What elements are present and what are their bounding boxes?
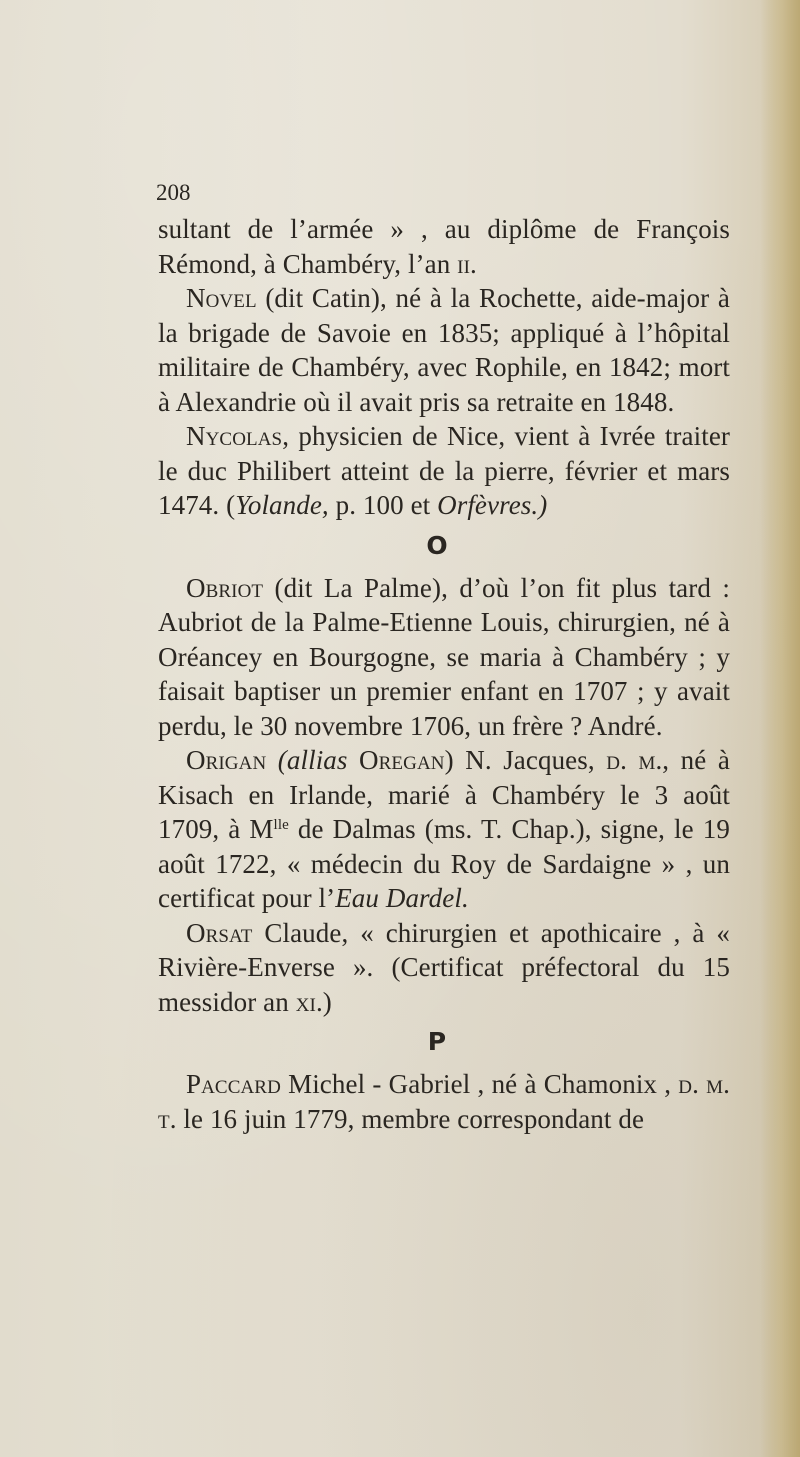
- entry-title-sup: lle: [273, 817, 289, 833]
- entry-text: Michel - Gabriel , né à Chamonix ,: [280, 1069, 679, 1099]
- entry-name: Obriot: [186, 572, 264, 603]
- entry-alias-open: (: [277, 745, 287, 775]
- page-text: [158, 178, 730, 1136]
- entry-text: , né à Kisach en Irlande, marié à Chambéry le 3 août 1709, à M: [158, 745, 730, 844]
- entry-text: p. 100 et: [328, 490, 438, 520]
- entry-name: Paccard: [186, 1069, 281, 1099]
- page-edge-shading: [760, 0, 800, 1457]
- entry-text: Claude, « chirurgien et apothicaire , à « Rivière-Enverse ». (Certificat préfectoral du 15 messidor an: [158, 917, 730, 1017]
- entry-text: , physicien de Nice, vient à Ivrée traiter le duc Philibert atteint de la pierre, février et mars 1474. (: [158, 421, 730, 520]
- entry-reference: Orfèvres.): [437, 490, 548, 520]
- entry-orsat: [158, 916, 730, 1020]
- section-heading-p: P: [427, 1027, 447, 1056]
- entry-degree: d. m. t.: [158, 1069, 730, 1134]
- entry-name: Nycolas: [186, 421, 283, 451]
- page-number-spacer: [158, 178, 730, 212]
- entry-name: Novel: [186, 283, 257, 313]
- entry-text: ) N. Jacques,: [444, 745, 607, 775]
- entry-alias-name: Oregan: [359, 745, 445, 775]
- entry-text: le 16 juin 1779, membre correspondant de: [176, 1103, 645, 1134]
- entry-name: Orsat: [186, 917, 253, 948]
- entry-name: Origan: [186, 745, 267, 775]
- page-number: 208: [156, 180, 191, 205]
- entry-origan: [158, 743, 730, 916]
- entry-text: (dit La Palme), d’où l’on fit plus tard : Aubriot de la Palme-Etienne Louis, chirurgien, né à Oréancey en Bourgogne, se maria à Chambéry ; y faisait baptiser un premier enfant en 1707 ; y avait perdu, le 30 novembre 1706, un frère ? André.: [158, 572, 730, 741]
- entry-reference: Yolande,: [235, 490, 329, 520]
- entry-intro-text: sultant de l’armée » , au diplôme de François Rémond, à Chambéry, l’an: [158, 214, 730, 279]
- entry-text: (dit Catin), né à la Rochette, aide-major à la brigade de Savoie en 1835; appliqué à l’hôpital militaire de Chambéry, avec Rophile, en 1842; mort à Alexandrie où il avait pris sa retraite en 1848.: [158, 283, 730, 417]
- entry-nycolas: [158, 419, 730, 523]
- entry-orsat-end: .): [315, 986, 332, 1017]
- entry-novel: [158, 281, 730, 419]
- entry-intro: [158, 212, 730, 281]
- entry-degree: d. m.: [606, 745, 663, 775]
- entry-paccard: [158, 1067, 730, 1136]
- entry-intro-end: .: [470, 248, 477, 279]
- entry-text: de Dalmas (ms. T. Chap.), signe, le 19 août 1722, « médecin du Roy de Sardaigne » , un certificat pour l’: [158, 814, 730, 913]
- entry-orsat-year: xi: [295, 986, 316, 1017]
- section-heading-o: O: [426, 530, 448, 560]
- entry-intro-year: ii: [457, 248, 471, 279]
- entry-alias-word: allias: [286, 745, 348, 775]
- entry-obriot: [158, 571, 730, 744]
- entry-reference: Eau Dardel.: [335, 883, 469, 913]
